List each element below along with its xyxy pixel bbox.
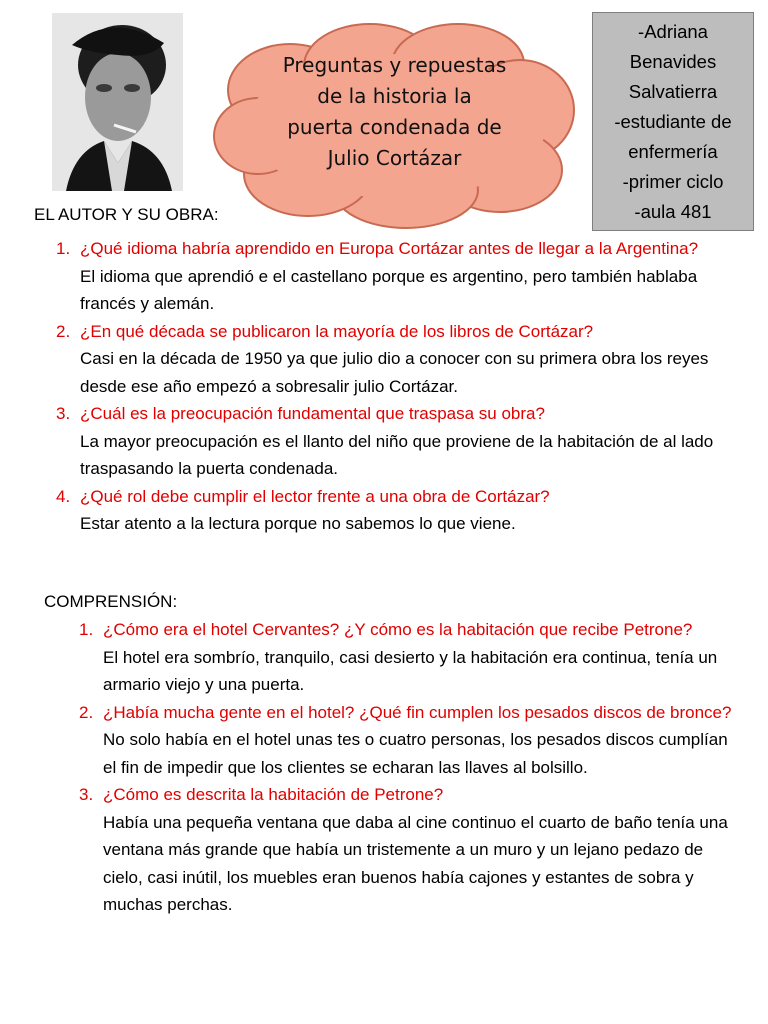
author-info-line: -primer ciclo [622, 171, 724, 192]
question-text: ¿Cómo es descrita la habitación de Petrone? [103, 785, 444, 804]
section-title-comprension: COMPRENSIÓN: [44, 592, 178, 611]
question-list-comprension [79, 616, 743, 919]
cloud-title-line: Julio Cortázar [327, 146, 462, 170]
cloud-title-line: puerta condenada de [287, 115, 502, 139]
author-info-line: Benavides [629, 51, 717, 72]
question-text: ¿Qué rol debe cumplir el lector frente a una obra de Cortázar? [80, 486, 550, 506]
answer-text: Estar atento a la lectura porque no sabemos lo que viene. [80, 514, 516, 533]
answer-text: No solo había en el hotel unas tes o cuatro personas, los pesados discos cumplían el fin de impedir que los clientes se echaran las llaves al bolsillo. [103, 730, 728, 777]
answer-text: La mayor preocupación es el llanto del niño que proviene de la habitación de al lado traspasando la puerta condenada. [80, 431, 714, 478]
list-item [56, 318, 730, 401]
list-item [56, 400, 730, 483]
author-info-box [592, 12, 754, 231]
question-text: ¿Había mucha gente en el hotel? ¿Qué fin cumplen los pesados discos de bronce? [103, 702, 732, 722]
item-number: 1. [56, 239, 71, 258]
item-number: 3. [79, 785, 94, 804]
question-text: ¿Qué idioma habría aprendido en Europa Cortázar antes de llegar a la Argentina? [80, 239, 699, 258]
author-info-line: -aula 481 [634, 201, 712, 222]
item-number: 4. [56, 486, 71, 506]
list-item [79, 699, 743, 782]
question-text: ¿Cómo era el hotel Cervantes? ¿Y cómo es la habitación que recibe Petrone? [103, 620, 693, 639]
author-info-line: enfermería [628, 141, 718, 162]
author-info-line: Salvatierra [628, 81, 718, 102]
list-item [79, 781, 743, 919]
item-number: 3. [56, 404, 71, 423]
question-text: ¿En qué década se publicaron la mayoría de los libros de Cortázar? [80, 321, 594, 341]
cloud-title-line: de la historia la [317, 84, 472, 108]
list-item [56, 235, 730, 318]
author-photo [52, 13, 183, 191]
author-info-line: -Adriana [638, 21, 708, 42]
cloud-title [232, 50, 557, 174]
item-number: 1. [79, 620, 94, 639]
item-number: 2. [56, 321, 71, 341]
list-item [79, 616, 743, 699]
item-number: 2. [79, 702, 94, 722]
question-list-autor [56, 235, 730, 538]
question-text: ¿Cuál es la preocupación fundamental que traspasa su obra? [80, 404, 545, 423]
author-info-line: -estudiante de [614, 111, 732, 132]
answer-text: Casi en la década de 1950 ya que julio dio a conocer con su primera obra los reyes desde ese año empezó a sobresalir julio Cortázar. [80, 349, 709, 396]
answer-text: El idioma que aprendió e el castellano porque es argentino, pero también hablaba francés y alemán. [80, 266, 698, 313]
list-item [56, 483, 730, 538]
answer-text: Había una pequeña ventana que daba al cine continuo el cuarto de baño tenía una ventana más grande que había un tristemente a un muro y un lejano pedazo de cielo, casi inútil, los muebles eran buenos había cajones y estantes de sobra y muchas perchas. [103, 812, 728, 914]
answer-text: El hotel era sombrío, tranquilo, casi desierto y la habitación era continua, tenía un armario viejo y una puerta. [103, 647, 718, 694]
cloud-title-line: Preguntas y repuestas [282, 53, 507, 77]
section-title-autor: EL AUTOR Y SU OBRA: [34, 205, 219, 224]
